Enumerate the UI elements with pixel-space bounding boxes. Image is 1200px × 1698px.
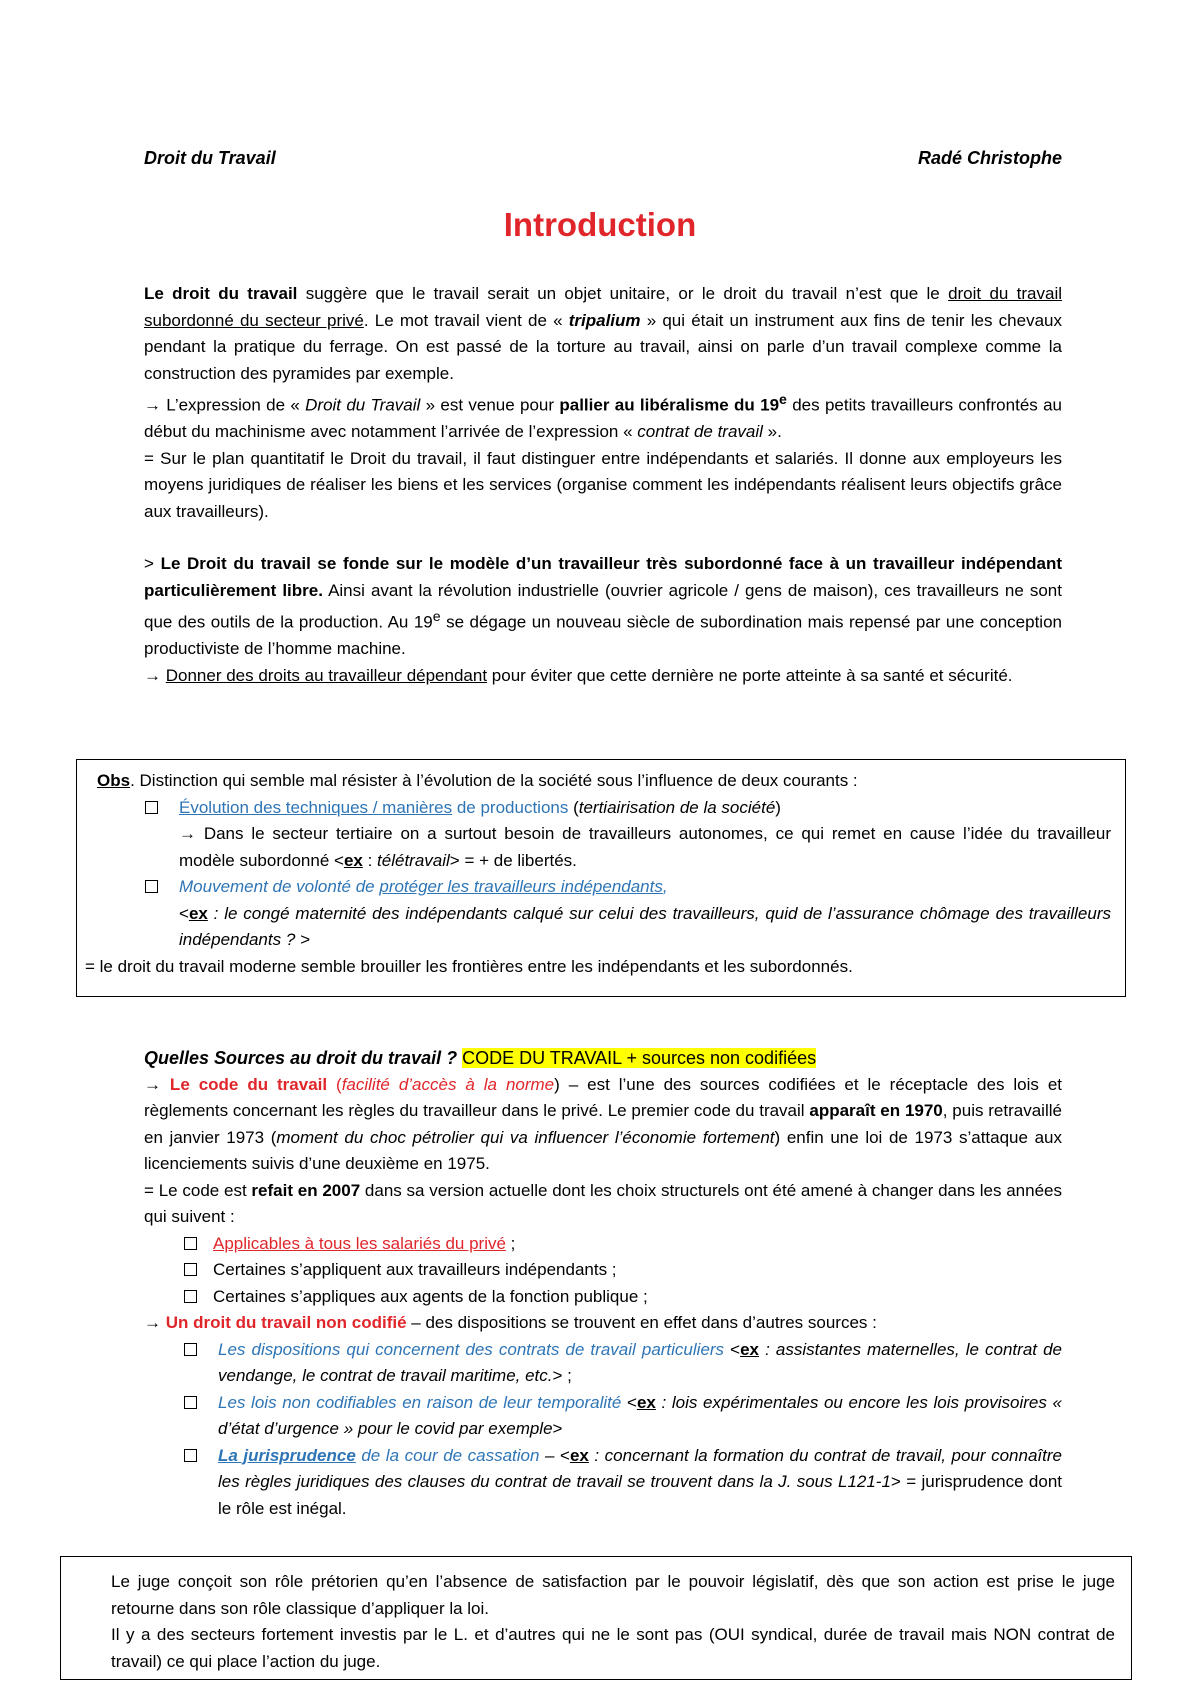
text: : [362,850,378,870]
text: = Le code est [144,1180,252,1200]
text: – des dispositions se trouvent en effet dans d’autres sources : [406,1313,877,1332]
text: > ; [552,1366,572,1385]
text: pour éviter que cette dernière ne porte atteinte à sa santé et sécurité. [487,665,1013,685]
intro-paragraph-3: = Sur le plan quantitatif le Droit du travail, il faut distinguer entre indépendants et salariés. Il donne aux employeurs les moyens juridiques de réaliser les biens et les services (organise comment les indépendants réalisent leurs objectifs grâce aux travailleurs). [144,448,1062,521]
arrow-icon: → [144,1313,161,1332]
heading-text: Quelles Sources au droit du travail ? [144,1048,458,1068]
sources-paragraph-2 [144,1178,1062,1231]
arrow-icon: → [144,395,161,415]
italic-text: tertiairisation de la société [578,797,776,817]
bold-text: refait en 2007 [251,1180,361,1200]
underlined-text: Donner des droits au travailleur dépendant [165,665,488,685]
text: Ainsi avant la révolution industrielle (ouvrier agricole / gens de maison), ces travailleurs ne sont que des outils de la production. Au 19 [144,580,1062,632]
text: des petits travailleurs confrontés au début du machinisme avec notamment l’arrivée de l’expression « [144,395,1062,442]
list-item [144,1257,1062,1284]
obs-item-1 [91,795,1111,875]
italic-text: : lois expérimentales ou encore les lois provisoires « d’état d’urgence » pour le covid par exemple [218,1392,1062,1438]
intro-paragraph-2 [144,387,1062,446]
text: » qui était un instrument aux fins de tenir les chevaux pendant la pratique du ferrage. On est passé de la torture au travail, ainsi on parle d’un travail complexe comme la construction des pyramides par exemple. [144,310,1062,383]
italic-text: : concernant la formation du contrat de travail, pour connaître les règles juridiques des clauses du contrat de travail se trouvent dans la J. sous L121-1 [218,1445,1062,1491]
text: ». [762,422,782,442]
text: ( [568,797,579,817]
text: Mouvement de volonté de [179,877,380,896]
text: > = + de libertés. [449,850,577,870]
checkbox-icon [184,1449,197,1462]
text: . Le mot travail vient de « [363,310,569,330]
obs-item-2 [91,874,1111,954]
sources-heading [144,1045,1062,1072]
arrow-icon: → [179,824,196,843]
text: ) enfin une loi de 1973 s’attaque aux licenciements suivis d’une deuxième en 1975. [144,1127,1063,1173]
text: > = jurisprudence dont le rôle est inégal. [218,1472,1063,1518]
italic-text: télétravail [377,850,450,870]
intro-paragraph-5 [144,663,1062,690]
arrow-icon: → [144,665,161,685]
red-underlined-text: Applicables à tous les salariés du privé [213,1233,506,1253]
italic-text: : assistantes maternelles, le contrat de vendange, le contrat de travail maritime, etc. [218,1339,1062,1385]
superscript: e [432,609,441,626]
sources-paragraph-1 [144,1072,1062,1178]
checkbox-icon [145,880,158,893]
underlined-text: droit du travail subordonné du secteur privé [144,284,1063,330]
sources-paragraph-3 [144,1310,1062,1337]
text: ) – est l’une des sources codifiées et le réceptacle des lois et règlements concernant les règles du travailleur dans le privé. Le premier code du travail [144,1074,1063,1120]
checkbox-icon [184,1290,197,1303]
blue-text: Les dispositions qui concernent des contrats de travail particuliers [218,1339,725,1359]
text: L’expression de « [161,395,306,415]
intro-paragraph-1 [144,281,1062,387]
list-item [144,1390,1062,1443]
bold-text: Le Droit du travail se fonde sur le modèle d’un travailleur très subordonné face à un travailleur indépendant particulièrement libre. [144,554,1062,600]
text: suggère que le travail serait un objet unitaire, or le droit du travail n’est que le [297,284,949,303]
red-text: Un droit du travail non codifié [161,1313,407,1332]
bold-text: apparaît en 1970 [809,1101,943,1120]
spacer [144,525,1062,551]
text: > [144,554,161,574]
ex-label: ex [569,1445,589,1465]
text: < [179,903,189,923]
intro-paragraph-4 [144,551,1062,663]
checkbox-icon [184,1263,197,1276]
bold-text: pallier au libéralisme du 19 [559,395,780,415]
text: < [724,1339,741,1359]
blue-text: Les lois non codifiables en raison de leur temporalité [218,1392,622,1412]
juge-box [60,1556,1132,1680]
ex-label: ex [188,903,208,923]
sources-section [144,1045,1062,1522]
ex-label: ex [343,850,363,870]
checkbox-icon [145,801,158,814]
intro-term: Le droit du travail [144,284,298,303]
list-item [144,1284,1062,1311]
list-item [144,1337,1062,1390]
text: de productions [452,797,569,817]
superscript: e [779,392,787,408]
course-title: Droit du Travail [144,148,276,168]
tripalium-term: tripalium [568,310,641,330]
juge-line-1: Le juge conçoit son rôle prétorien qu’en l’absence de satisfaction par le pouvoir législatif, dès que son action est prise le juge retourne dans son rôle classique d’appliquer la loi. [111,1572,1115,1618]
text: Certaines s’appliques aux agents de la fonction publique ; [213,1286,648,1306]
italic-text: contrat de travail [637,422,763,442]
checkbox-icon [184,1396,197,1409]
text: ; [505,1233,516,1253]
italic-text: Droit du Travail [305,395,421,415]
underlined-text: protéger les travailleurs indépendants [379,877,663,896]
text: . Distinction qui semble mal résister à l’évolution de la société sous l’influence de deux courants : [130,771,858,790]
text: se dégage un nouveau siècle de subordination mais repensé par une conception productiviste de l’homme machine. [144,612,1062,659]
obs-label: Obs [97,771,131,790]
text: > [552,1419,563,1438]
ex-label: ex [740,1339,759,1359]
juge-line-2: Il y a des secteurs fortement investis par le L. et d’autres qui ne le sont pas (OUI syndical, durée de travail mais NON contrat de travail) ce qui place l’action du juge. [111,1625,1115,1671]
text: , puis retravaillé en janvier 1973 ( [144,1101,1062,1147]
text: Dans le secteur tertiaire on a surtout besoin de travailleurs autonomes, ce qui remet en cause l’idée du travailleur modèle subordonné < [179,824,1111,870]
italic-text: facilité d’accès à la norme [341,1074,555,1094]
text: – < [539,1445,570,1465]
obs-conclusion: = le droit du travail moderne semble brouiller les frontières entre les indépendants et les subordonnés. [85,956,853,976]
blue-underlined-text: La jurisprudence [218,1445,356,1465]
blue-text: de la cour de cassation [355,1445,540,1465]
checkbox-icon [184,1343,197,1356]
text: ) [775,797,781,817]
ex-label: ex [636,1392,656,1412]
text: , [662,877,668,896]
list-item [144,1443,1062,1523]
text: dans sa version actuelle dont les choix structurels ont été amené à changer dans les années qui suivent : [144,1180,1062,1226]
italic-text: : le congé maternité des indépendants calqué sur celui des travailleurs, quid de l’assurance chômage des travailleurs indépendants ? > [179,903,1111,949]
page-title: Introduction [503,206,697,243]
arrow-icon: → [144,1074,161,1094]
red-text: Le code du travail [161,1074,328,1094]
italic-text: moment du choc pétrolier qui va influencer l’économie fortement [276,1127,775,1147]
text: » est venue pour [420,395,560,415]
obs-box [76,759,1126,997]
text: ( [327,1074,342,1094]
highlighted-text: CODE DU TRAVAIL + sources non codifiées [462,1048,817,1068]
checkbox-icon [184,1237,197,1250]
underlined-text: Évolution des techniques / manières [179,797,453,817]
list-item [144,1231,1062,1258]
intro-section [144,281,1062,689]
text: Certaines s’appliquent aux travailleurs indépendants ; [213,1260,617,1279]
author-name: Radé Christophe [917,148,1062,168]
text: < [621,1392,637,1412]
obs-intro [91,768,1111,795]
